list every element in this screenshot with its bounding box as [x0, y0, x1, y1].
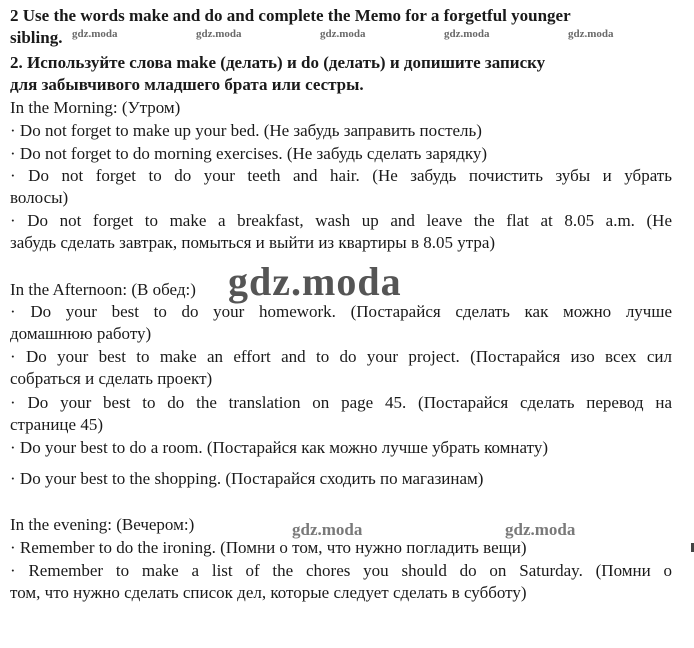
afternoon-line: · Do your best to do your homework. (Постарайся сделать как можно лучше — [10, 302, 672, 321]
watermark-small-2: gdz.moda — [196, 28, 242, 40]
watermark-small-4: gdz.moda — [444, 28, 490, 40]
watermark-mid-2: gdz.moda — [505, 520, 576, 539]
heading-ru-line-1: 2. Используйте слова make (делать) и do (делать) и допишите записку — [10, 53, 546, 72]
heading-ru-line-2: для забывчивого младшего брата или сестры. — [10, 75, 364, 94]
morning-line: · Do not forget to make up your bed. (Не забудь заправить постель) — [10, 121, 482, 140]
afternoon-line: странице 45) — [10, 415, 103, 434]
afternoon-line: домашнюю работу) — [10, 324, 152, 343]
evening-line: том, что нужно сделать список дел, которые следует сделать в субботу) — [10, 583, 527, 602]
watermark-small-1: gdz.moda — [72, 28, 118, 40]
watermark-small-3: gdz.moda — [320, 28, 366, 40]
watermark-mid-1: gdz.moda — [292, 520, 363, 539]
afternoon-line: · Do your best to make an effort and to do your project. (Постарайся изо всех сил — [10, 347, 672, 366]
afternoon-line: · Do your best to do a room. (Постарайся как можно лучше убрать комнату) — [10, 438, 548, 457]
evening-line: · Remember to do the ironing. (Помни о том, что нужно погладить вещи) — [10, 538, 527, 557]
morning-line: волосы) — [10, 188, 69, 207]
watermark-small-5: gdz.moda — [568, 28, 614, 40]
morning-line: · Do not forget to make a breakfast, wash up and leave the flat at 8.05 a.m. (Не — [10, 211, 672, 230]
afternoon-line: собраться и сделать проект) — [10, 369, 213, 388]
heading-en-line-2: sibling. — [10, 28, 63, 47]
section-title-morning: In the Morning: (Утром) — [10, 98, 181, 117]
morning-line: забудь сделать завтрак, помыться и выйти из квартиры в 8.05 утра) — [10, 233, 496, 252]
section-title-evening: In the evening: (Вечером:) — [10, 515, 195, 534]
section-title-afternoon: In the Afternoon: (В обед:) — [10, 280, 196, 299]
heading-en-line-1: 2 Use the words make and do and complete the Memo for a forgetful younger — [10, 6, 571, 25]
afternoon-line: · Do your best to do the translation on page 45. (Постарайся сделать перевод на — [10, 393, 672, 412]
morning-line: · Do not forget to do your teeth and hair. (Не забудь почистить зубы и убрать — [10, 166, 672, 185]
evening-line: · Remember to make a list of the chores you should do on Saturday. (Помни о — [10, 561, 672, 580]
watermark-large: gdz.moda — [228, 259, 402, 304]
morning-line: · Do not forget to do morning exercises. (Не забудь сделать зарядку) — [10, 144, 488, 163]
afternoon-line: · Do your best to the shopping. (Постарайся сходить по магазинам) — [10, 469, 484, 488]
